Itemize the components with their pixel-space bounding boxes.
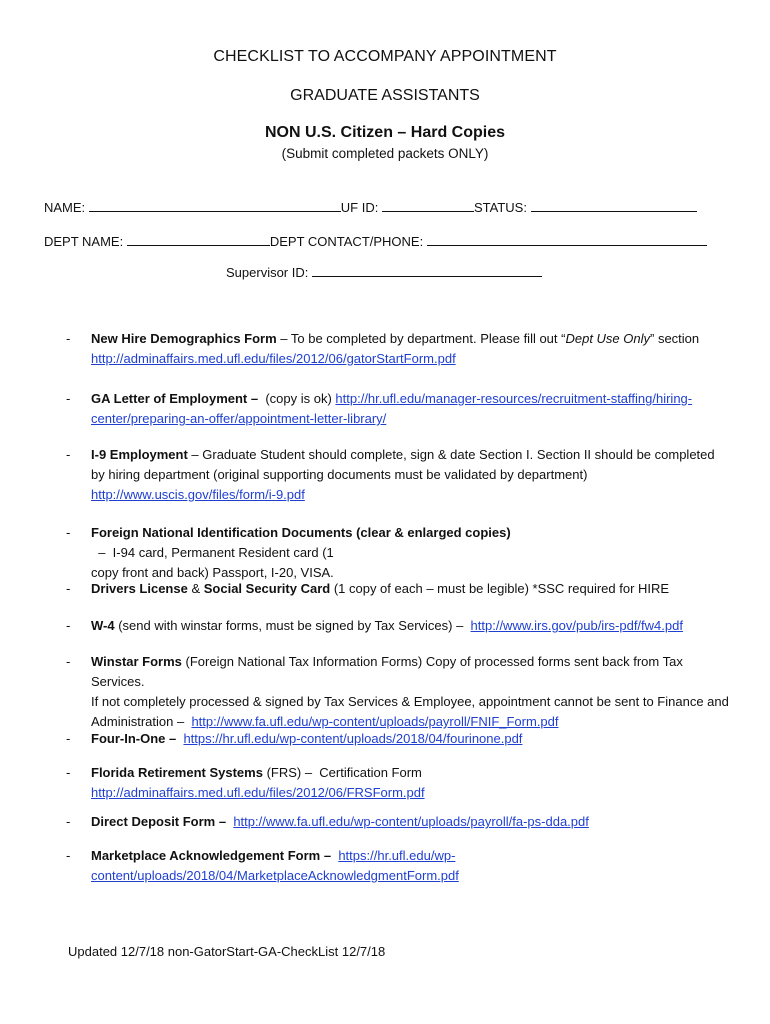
item-text: by hiring department (original supporting documents must be validated by department) (91, 467, 588, 482)
supervisor-label: Supervisor ID: (226, 265, 309, 280)
item-text: (Foreign National Tax Information Forms) Copy of processed forms sent back from Tax Services. (91, 654, 683, 689)
item-text: – I-94 card, Permanent Resident card (1 (91, 545, 334, 560)
dept-name-label: DEPT NAME: (44, 234, 124, 249)
item-text: – To be completed by department. Please fill out “ (276, 331, 566, 346)
item-title: Foreign National Identification Documents (clear & enlarged copies) (91, 525, 511, 540)
item-text: If not completely processed & signed by Tax Services & Employee, appointment cannot be sent to Finance and (91, 694, 729, 709)
fields-row-3 (226, 264, 542, 280)
name-label: NAME: (44, 200, 86, 215)
bullet: - (66, 331, 71, 346)
item-title: Winstar Forms (91, 654, 182, 669)
item-text: – Graduate Student should complete, sign & date Section I. Section II should be completed (187, 447, 715, 462)
item-title: Direct Deposit Form – (91, 814, 227, 829)
item-text: & (187, 581, 204, 596)
section-heading: NON U.S. Citizen – Hard Copies (264, 124, 506, 141)
ufid-field[interactable] (382, 199, 474, 212)
supervisor-field[interactable] (312, 264, 542, 277)
item-title: GA Letter of Employment – (91, 391, 259, 406)
item-title: I-9 Employment (91, 447, 188, 462)
document-subtitle: GRADUATE ASSISTANTS (290, 87, 480, 104)
direct-deposit-form-link[interactable]: http://www.fa.ufl.edu/wp-content/uploads/payroll/fa-ps-dda.pdf (233, 814, 589, 829)
item-text: copy front and back) Passport, I-20, VISA. (91, 565, 334, 580)
item-title: Drivers License (91, 581, 188, 596)
dept-name-field[interactable] (127, 233, 270, 246)
item-text: ” section (650, 331, 700, 346)
dept-contact-label: DEPT CONTACT/PHONE: (269, 234, 424, 249)
bullet: - (66, 814, 71, 829)
frs-form-link[interactable]: http://adminaffairs.med.ufl.edu/files/2012/06/FRSForm.pdf (91, 785, 425, 800)
item-text: (FRS) – Certification Form (262, 765, 422, 780)
appointment-letter-link-cont[interactable]: center/preparing-an-offer/appointment-letter-library/ (91, 411, 387, 426)
item-title: Marketplace Acknowledgement Form – (91, 848, 332, 863)
item-title: Social Security Card (203, 581, 331, 596)
list-item-winstar (66, 652, 736, 732)
bullet: - (66, 731, 71, 746)
bullet: - (66, 391, 71, 406)
marketplace-form-link[interactable]: https://hr.ufl.edu/wp- (338, 848, 456, 863)
item-title: Florida Retirement Systems (91, 765, 263, 780)
list-item-marketplace (66, 846, 736, 886)
item-text: Administration – (91, 714, 192, 729)
item-text: (1 copy of each – must be legible) *SSC required for HIRE (330, 581, 670, 596)
item-text: (copy is ok) (258, 391, 336, 406)
bullet: - (66, 618, 71, 633)
list-item-w4 (66, 616, 736, 636)
bullet: - (66, 447, 71, 462)
bullet: - (66, 581, 71, 596)
footer-note: Updated 12/7/18 non-GatorStart-GA-CheckList 12/7/18 (68, 944, 386, 959)
bullet: - (66, 525, 71, 540)
submit-note: (Submit completed packets ONLY) (281, 146, 489, 161)
list-item-four-in-one (66, 729, 736, 749)
fourinone-form-link[interactable]: https://hr.ufl.edu/wp-content/uploads/2018/04/fourinone.pdf (183, 731, 523, 746)
new-hire-form-link[interactable]: http://adminaffairs.med.ufl.edu/files/2012/06/gatorStartForm.pdf (91, 351, 456, 366)
bullet: - (66, 654, 71, 669)
fnif-form-link[interactable]: http://www.fa.ufl.edu/wp-content/uploads/payroll/FNIF_Form.pdf (191, 714, 559, 729)
list-item-new-hire (66, 329, 736, 369)
marketplace-form-link-cont[interactable]: content/uploads/2018/04/MarketplaceAcknowledgmentForm.pdf (91, 868, 459, 883)
list-item-ga-letter (66, 389, 736, 429)
status-label: STATUS: (473, 200, 527, 215)
item-title: Four-In-One – (91, 731, 177, 746)
bullet: - (66, 848, 71, 863)
fields-row-1 (44, 199, 697, 215)
fields-row-2 (44, 233, 707, 249)
item-title: New Hire Demographics Form (91, 331, 277, 346)
dept-contact-field[interactable] (427, 233, 707, 246)
list-item-frs (66, 763, 736, 803)
appointment-letter-link[interactable]: http://hr.ufl.edu/manager-resources/recruitment-staffing/hiring- (335, 391, 693, 406)
w4-form-link[interactable]: http://www.irs.gov/pub/irs-pdf/fw4.pdf (470, 618, 683, 633)
i9-form-link[interactable]: http://www.uscis.gov/files/form/i-9.pdf (91, 487, 305, 502)
name-field[interactable] (89, 199, 341, 212)
list-item-i9 (66, 445, 736, 505)
list-item-foreign-id (66, 523, 736, 583)
item-text: (send with winstar forms, must be signed by Tax Services) – (114, 618, 471, 633)
list-item-direct-deposit (66, 812, 736, 832)
status-field[interactable] (531, 199, 697, 212)
list-item-drivers-license (66, 579, 736, 599)
bullet: - (66, 765, 71, 780)
item-italic: Dept Use Only (565, 331, 651, 346)
document-title: CHECKLIST TO ACCOMPANY APPOINTMENT (213, 48, 557, 65)
ufid-label: UF ID: (340, 200, 379, 215)
item-title: W-4 (91, 618, 115, 633)
